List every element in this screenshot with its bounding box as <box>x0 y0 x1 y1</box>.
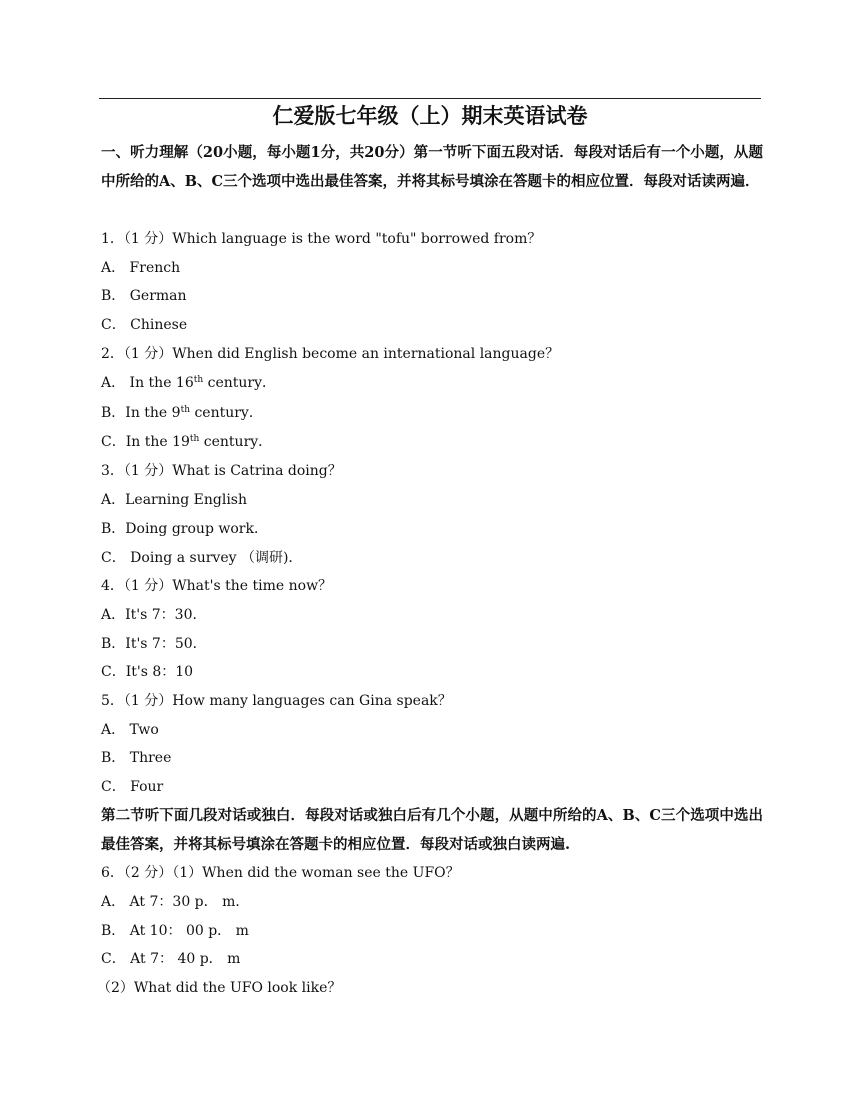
q1-option-a: A． French <box>101 260 181 276</box>
q3-option-c: C． Doing a survey （调研)． <box>101 550 303 566</box>
q5-stem: 5．（1 分）How many languages can Gina speak？ <box>101 693 452 709</box>
q2-option-c-text: C．In the 19 <box>101 434 190 450</box>
section-1-instructions: 一、听力理解（20小题，每小题1分，共20分）第一节听下面五段对话．每段对话后有一个小题，从题中所给的A、B、C三个选项中选出最佳答案，并将其标号填涂在答题卡的相应位置．每段对话读两遍． <box>101 144 763 190</box>
header-rule <box>99 98 761 99</box>
q3-stem: 3．（1 分）What is Catrina doing？ <box>101 463 342 479</box>
q4-option-c: C．It's 8：10 <box>101 664 194 680</box>
q5-option-c: C． Four <box>101 779 164 795</box>
q6-sub-question-2: （2）What did the UFO look like？ <box>97 980 342 996</box>
q5-option-b: B． Three <box>101 750 172 766</box>
page-title: 仁爱版七年级（上）期末英语试卷 <box>272 103 588 128</box>
q2-option-a-text: A． In the 16 <box>101 375 194 391</box>
q4-option-a: A．It's 7：30． <box>101 607 207 623</box>
q2-stem: 2．（1 分）When did English become an international language？ <box>101 346 560 362</box>
q6-stem: 6．（2 分）（1）When did the woman see the UFO？ <box>101 865 460 881</box>
q1-option-c: C． Chinese <box>101 317 188 333</box>
q2-option-c-sup: th <box>189 434 200 444</box>
q2-option-a <box>101 373 276 393</box>
q5-option-a: A． Two <box>101 722 159 738</box>
q4-stem: 4．（1 分）What's the time now？ <box>101 578 333 594</box>
q1-stem: 1．（1 分）Which language is the word "tofu" borrowed from？ <box>101 231 542 247</box>
q2-option-b <box>101 403 263 423</box>
q2-option-b-sup: th <box>180 405 190 415</box>
q6-option-c: C． At 7： 40 p． m <box>101 951 241 967</box>
q3-option-b: B．Doing group work． <box>101 521 268 537</box>
q6-option-b: B． At 10： 00 p． m <box>101 923 249 939</box>
q2-option-b-tail: century． <box>190 405 263 421</box>
q6-option-a: A． At 7：30 p． m． <box>101 894 250 910</box>
q2-option-b-text: B．In the 9 <box>101 405 181 421</box>
q1-option-b: B． German <box>101 288 187 304</box>
q3-option-a: A．Learning English <box>101 492 248 508</box>
q4-option-b: B．It's 7：50． <box>101 636 207 652</box>
q2-option-a-sup: th <box>193 375 204 385</box>
q2-option-a-tail: century． <box>203 375 277 391</box>
section-2-instructions: 第二节听下面几段对话或独白．每段对话或独白后有几个小题，从题中所给的A、B、C三个选项中选出最佳答案，并将其标号填涂在答题卡的相应位置．每段对话或独白读两遍. <box>101 807 763 853</box>
q2-option-c-tail: century． <box>199 434 273 450</box>
q2-option-c <box>101 432 272 452</box>
